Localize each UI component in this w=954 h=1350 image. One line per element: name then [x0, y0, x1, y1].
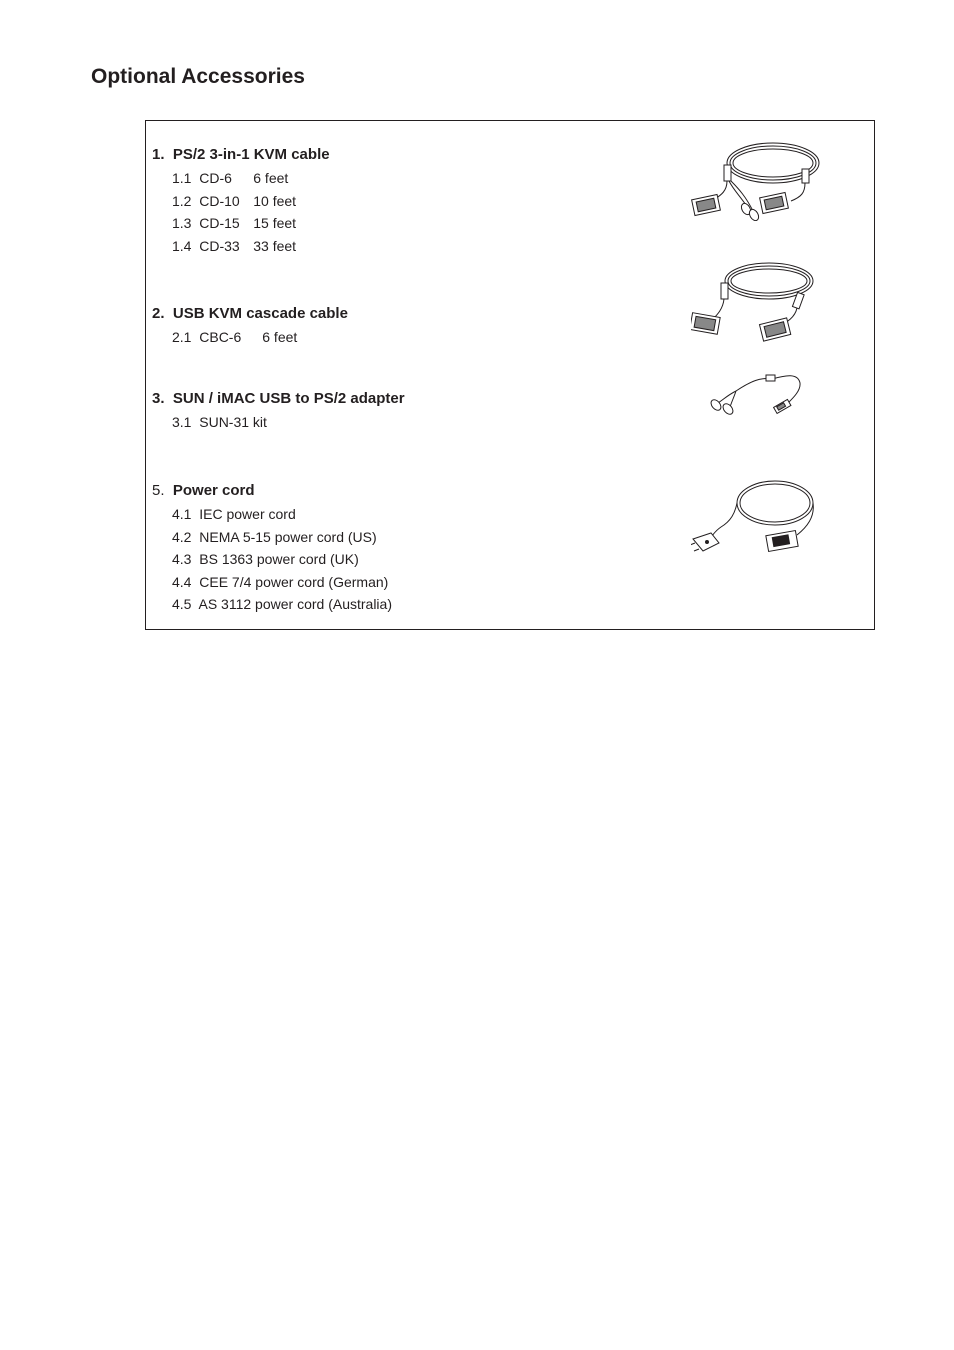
- page-title: Optional Accessories: [91, 65, 305, 88]
- list-item: [172, 593, 392, 616]
- section-heading: [152, 481, 392, 501]
- item-index: 4.1: [172, 506, 192, 522]
- item-length: 33 feet: [253, 237, 297, 254]
- item-index: 1.2: [172, 192, 192, 209]
- item-list: [152, 326, 348, 349]
- item-index: 4.4: [172, 573, 192, 590]
- item-model: CD-33: [199, 237, 240, 254]
- item-model: CD-6: [199, 170, 232, 186]
- item-index: 4.2: [172, 528, 192, 545]
- item-index: 4.5: [172, 596, 192, 612]
- list-item: [172, 548, 392, 571]
- list-item: [172, 212, 330, 235]
- section-title: PS/2 3-in-1 KVM cable: [172, 146, 330, 163]
- list-item: [172, 190, 330, 213]
- item-model: CEE 7/4 power cord (German): [199, 573, 389, 590]
- section-usb-adapter: [152, 389, 405, 434]
- item-model: IEC power cord: [199, 506, 296, 522]
- section-heading: [152, 145, 330, 165]
- item-index: 1.3: [172, 215, 192, 231]
- item-model: CD-15: [199, 215, 240, 231]
- list-item: [172, 167, 330, 190]
- section-title: SUN / iMAC USB to PS/2 adapter: [172, 390, 405, 407]
- list-item: [172, 326, 348, 349]
- section-number: 1.: [152, 146, 165, 163]
- item-list: [152, 411, 405, 434]
- item-model: CD-10: [199, 192, 240, 209]
- accessories-box: [145, 120, 875, 630]
- cascade-cable-icon: [691, 259, 821, 343]
- list-item: [172, 571, 392, 594]
- item-length: 10 feet: [253, 192, 297, 209]
- item-model: BS 1363 power cord (UK): [199, 551, 359, 567]
- item-length: 15 feet: [253, 215, 297, 231]
- item-length: 6 feet: [262, 329, 298, 345]
- item-index: 2.1: [172, 329, 192, 345]
- item-index: 1.4: [172, 237, 192, 254]
- item-list: [152, 167, 330, 257]
- item-model: CBC-6: [199, 329, 242, 345]
- list-item: [172, 411, 405, 434]
- section-number: 5.: [152, 482, 165, 499]
- item-index: 3.1: [172, 414, 192, 430]
- kvm-cable-icon: [691, 139, 821, 221]
- usb-adapter-icon: [706, 369, 806, 417]
- section-number: 3.: [152, 390, 165, 407]
- section-number: 2.: [152, 305, 165, 322]
- section-title: Power cord: [172, 482, 255, 499]
- item-model: NEMA 5-15 power cord (US): [199, 528, 377, 545]
- section-title: USB KVM cascade cable: [172, 305, 348, 322]
- section-cascade-cable: [152, 304, 348, 349]
- item-index: 4.3: [172, 551, 192, 567]
- list-item: [172, 526, 392, 549]
- item-index: 1.1: [172, 170, 192, 186]
- section-power-cord: [152, 481, 392, 616]
- item-list: [152, 503, 392, 616]
- section-heading: [152, 389, 405, 409]
- section-kvm-cable: [152, 145, 330, 257]
- list-item: [172, 503, 392, 526]
- list-item: [172, 235, 330, 258]
- power-cord-icon: [691, 473, 821, 557]
- item-model: AS 3112 power cord (Australia): [198, 596, 392, 612]
- item-model: SUN-31 kit: [199, 414, 267, 430]
- item-length: 6 feet: [253, 170, 289, 186]
- section-heading: [152, 304, 348, 324]
